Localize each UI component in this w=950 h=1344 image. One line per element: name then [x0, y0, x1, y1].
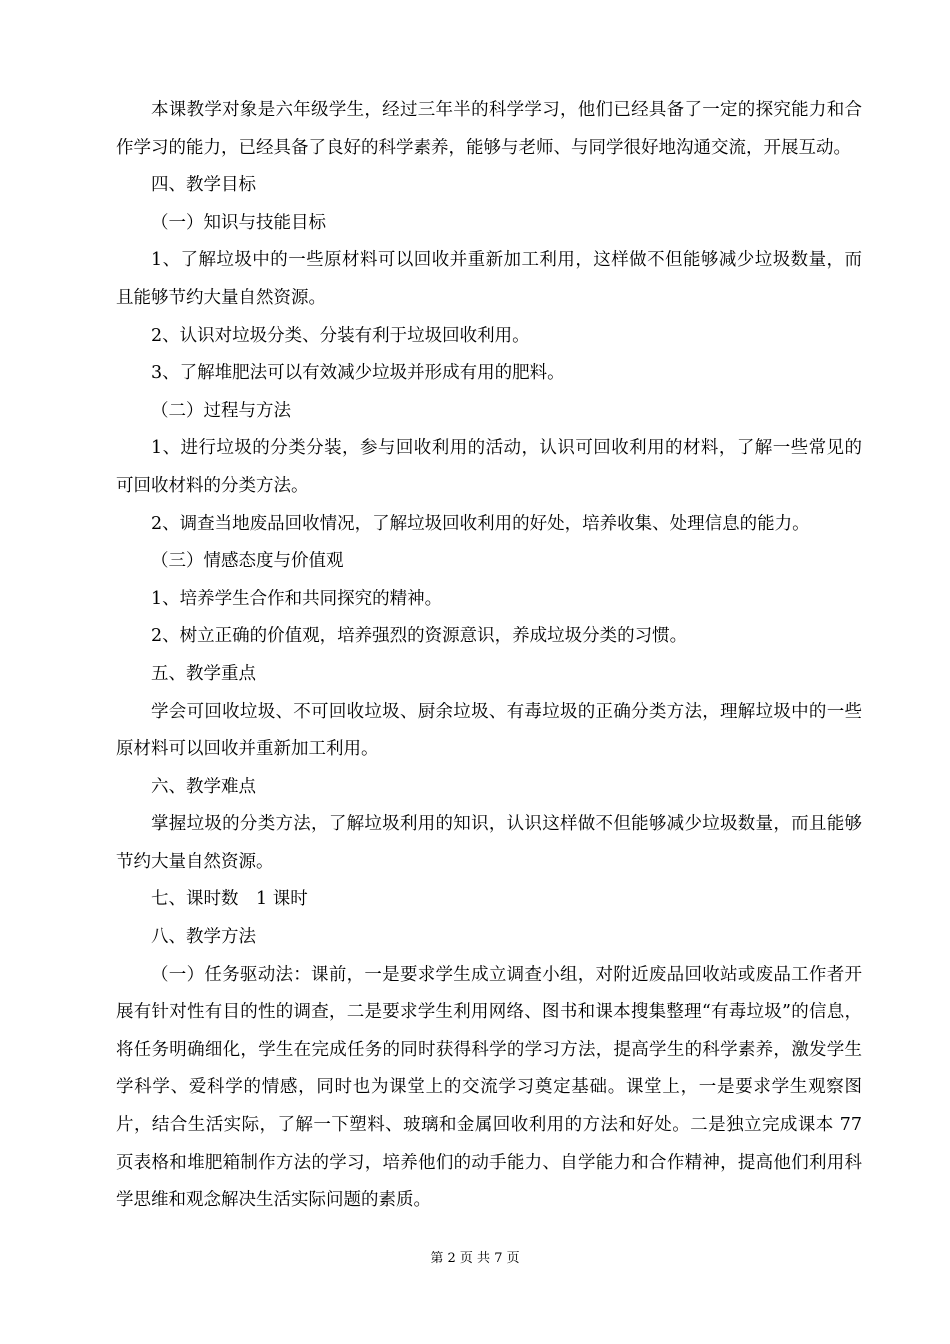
document-body — [116, 92, 862, 1220]
subheading-knowledge-skills: （一）知识与技能目标 — [151, 212, 326, 233]
list-item: 3、了解堆肥法可以有效减少垃圾并形成有用的肥料。 — [151, 363, 565, 384]
heading-key-points: 五、教学重点 — [151, 663, 256, 684]
paragraph-difficulties: 掌握垃圾的分类方法，了解垃圾利用的知识，认识这样做不但能够减少垃圾数量，而且能够节约大量自然资源。 — [116, 814, 862, 872]
list-item: 2、调查当地废品回收情况，了解垃圾回收利用的好处，培养收集、处理信息的能力。 — [151, 513, 810, 534]
list-item: 2、树立正确的价值观，培养强烈的资源意识，养成垃圾分类的习惯。 — [151, 626, 688, 647]
paragraph-key-points: 学会可回收垃圾、不可回收垃圾、厨余垃圾、有毒垃圾的正确分类方法，理解垃圾中的一些原材料可以回收并重新加工利用。 — [116, 701, 862, 760]
page-footer: 第 2 页 共 7 页 — [430, 1251, 520, 1266]
paragraph-audience: 本课教学对象是六年级学生，经过三年半的科学学习，他们已经具备了一定的探究能力和合作学习的能力，已经具备了良好的科学素养，能够与老师、与同学很好地沟通交流，开展互动。 — [116, 100, 862, 158]
heading-teaching-goals: 四、教学目标 — [151, 175, 256, 196]
list-item: 1、培养学生合作和共同探究的精神。 — [151, 588, 443, 609]
list-item: 1、了解垃圾中的一些原材料可以回收并重新加工利用，这样做不但能够减少垃圾数量，而且能够节约大量自然资源。 — [116, 250, 862, 308]
list-item: 2、认识对垃圾分类、分装有利于垃圾回收利用。 — [151, 325, 530, 346]
subheading-process-method: （二）过程与方法 — [151, 400, 291, 421]
heading-difficulties: 六、教学难点 — [151, 776, 256, 797]
heading-class-hours: 七、课时数 1 课时 — [151, 889, 308, 910]
paragraph-task-driven-method: （一）任务驱动法：课前，一是要求学生成立调查小组，对附近废品回收站或废品工作者开展有针对性有目的性的调查，二是要求学生利用网络、图书和课本搜集整理“有毒垃圾”的信息，将任务明确细化，学生在完成任务的同时获得科学的学习方法，提高学生的科学素养，激发学生学科学、爱科学的情感，同时也为课堂上的交流学习奠定基础。课堂上，一是要求学生观察图片，结合生活实际，了解一下塑料、玻璃和金属回收利用的方法和好处。二是独立完成课本 77 页表格和堆肥箱制作方法的学习，培养他们的动手能力、自学能力和合作精神，提高他们利用科学思维和观念解决生活实际问题的素质。 — [116, 964, 862, 1211]
heading-teaching-methods: 八、教学方法 — [151, 927, 256, 948]
list-item: 1、进行垃圾的分类分装，参与回收利用的活动，认识可回收利用的材料，了解一些常见的可回收材料的分类方法。 — [116, 438, 862, 496]
subheading-emotion-values: （三）情感态度与价值观 — [151, 551, 344, 572]
